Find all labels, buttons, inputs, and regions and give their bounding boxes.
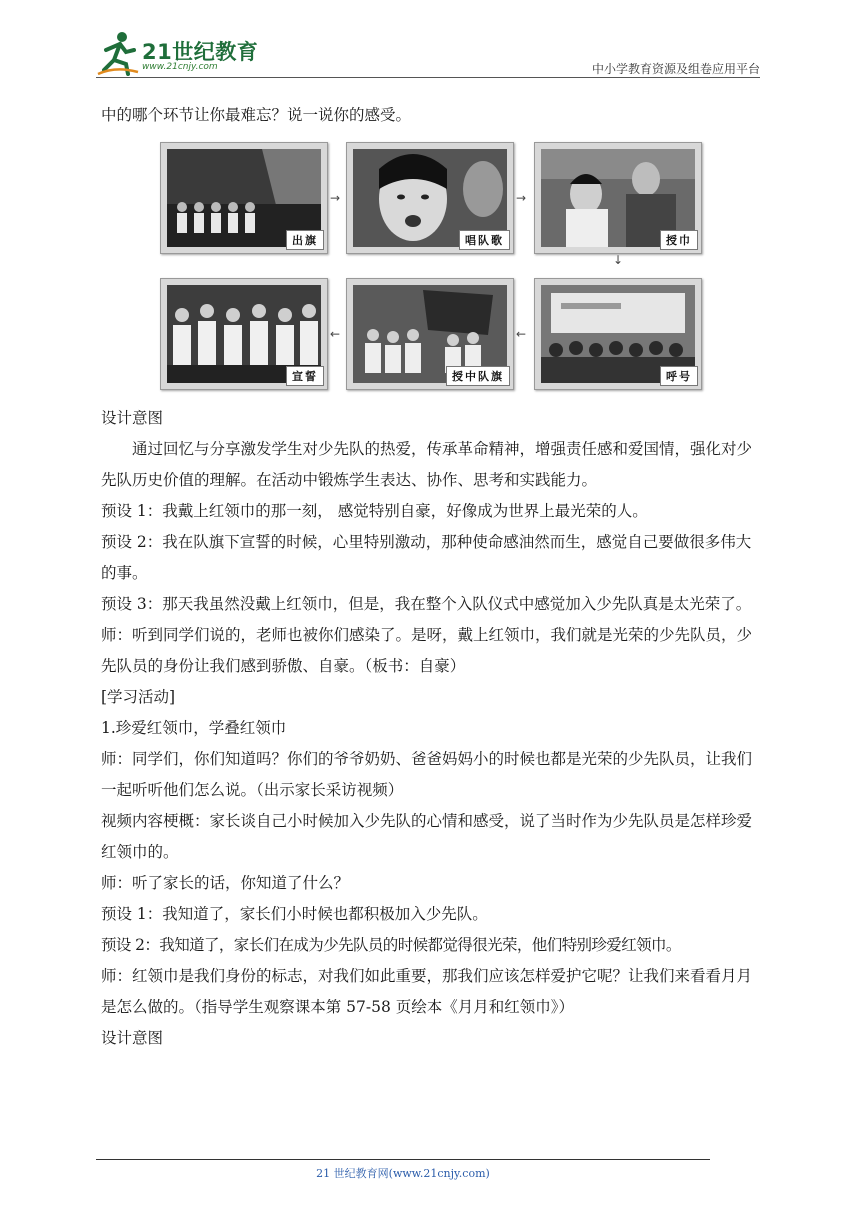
photo-caption: 出旗 <box>286 230 324 250</box>
arrow-left-icon: ← <box>516 327 527 341</box>
paragraph: 师：听了家长的话，你知道了什么？ <box>101 874 350 892</box>
logo-text: 21世纪教育 <box>142 40 259 64</box>
logo-url: www.21cnjy.com <box>142 62 218 72</box>
photo-oath <box>160 278 328 390</box>
photo-caption: 授巾 <box>660 230 698 250</box>
section-heading: 设计意图 <box>101 1029 164 1047</box>
photo-give-scarf <box>534 142 702 254</box>
text-block-top <box>101 100 763 131</box>
photo-caption: 授中队旗 <box>446 366 510 386</box>
header-divider <box>96 77 760 78</box>
section-heading: 1.珍爱红领巾，学叠红领巾 <box>101 719 287 737</box>
site-logo[interactable] <box>96 30 266 78</box>
paragraph: 预设 2：我知道了，家长们在成为少先队员的时候都觉得很光荣，他们特别珍爱红领巾。 <box>101 936 681 954</box>
paragraph: 师：同学们，你们知道吗？你们的爷爷奶奶、爸爸妈妈小的时候也都是光荣的少先队员，让我们一起听听他们怎么说。（出示家长采访视频） <box>101 750 753 799</box>
paragraph: 视频内容梗概：家长谈自己小时候加入少先队的心情和感受，说了当时作为少先队员是怎样珍爱红领巾的。 <box>101 812 753 861</box>
footer-link[interactable]: 21 世纪教育网(www.21cnjy.com) <box>316 1167 490 1180</box>
photo-caption: 宣誓 <box>286 366 324 386</box>
section-heading: 设计意图 <box>101 409 164 427</box>
paragraph: 师：听到同学们说的，老师也被你们感染了。是呀，戴上红领巾，我们就是光荣的少先队员，少先队员的身份让我们感到骄傲、自豪。（板书：自豪） <box>101 626 753 675</box>
page-header <box>96 30 760 78</box>
footer-divider <box>96 1159 710 1160</box>
photo-give-squad-flag <box>346 278 514 390</box>
text-block-main <box>101 403 763 1054</box>
paragraph: 预设 1：我戴上红领巾的那一刻， 感觉特别自豪，好像成为世界上最光荣的人。 <box>101 502 648 520</box>
arrow-right-icon: → <box>516 191 527 205</box>
paragraph: 预设 1：我知道了，家长们小时候也都积极加入少先队。 <box>101 905 488 923</box>
arrow-left-icon: ← <box>330 327 341 341</box>
photo-caption: 呼号 <box>660 366 698 386</box>
photo-flag-out <box>160 142 328 254</box>
arrow-down-icon: ↓ <box>613 253 624 267</box>
photo-slogan <box>534 278 702 390</box>
photo-caption: 唱队歌 <box>459 230 510 250</box>
paragraph: 中的哪个环节让你最难忘？说一说你的感受。 <box>101 106 412 124</box>
runner-logo-icon <box>96 30 140 76</box>
paragraph: 预设 2：我在队旗下宣誓的时候，心里特别激动，那种使命感油然而生，感觉自己要做很多伟大的事。 <box>101 533 752 582</box>
paragraph: 通过回忆与分享激发学生对少先队的热爱，传承革命精神，增强责任感和爱国情，强化对少先队历史价值的理解。在活动中锻炼学生表达、协作、思考和实践能力。 <box>101 440 753 489</box>
ceremony-photo-flow <box>160 142 700 394</box>
header-platform-text: 中小学教育资源及组卷应用平台 <box>591 62 760 76</box>
section-heading: [学习活动] <box>101 688 176 706</box>
photo-sing-song <box>346 142 514 254</box>
paragraph: 师：红领巾是我们身份的标志，对我们如此重要，那我们应该怎样爱护它呢？让我们来看看月月是怎么做的。（指导学生观察课本第 57-58 页绘本《月月和红领巾》） <box>101 967 753 1016</box>
arrow-right-icon: → <box>330 191 341 205</box>
paragraph: 预设 3：那天我虽然没戴上红领巾，但是，我在整个入队仪式中感觉加入少先队真是太光荣了。 <box>101 595 752 613</box>
